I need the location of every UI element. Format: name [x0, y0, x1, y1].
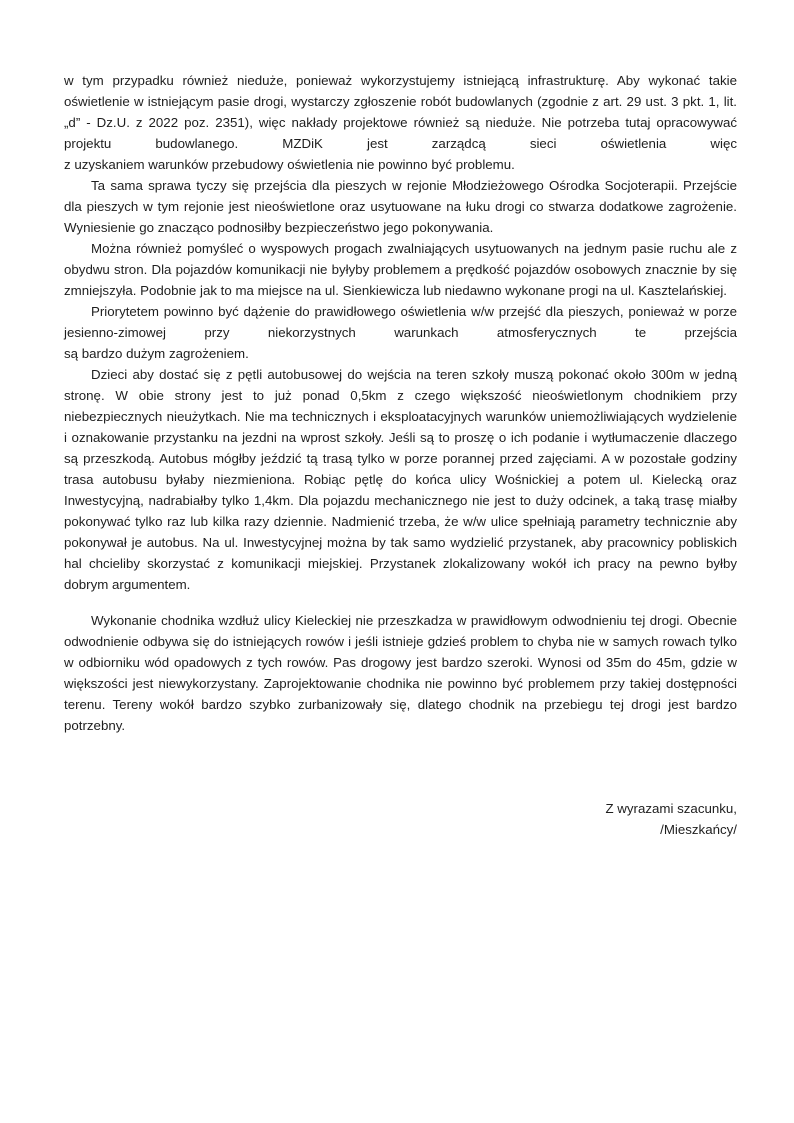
paragraph-sidewalk-drainage: Wykonanie chodnika wzdłuż ulicy Kieleckiej nie przeszkadza w prawidłowym odwodnieniu tej drogi. Obecnie odwodnienie odbywa się do istniejących rowów i jeśli istnieje gdzieś problem to chyba nie w samych rowach tylko w odbiorniku wód opadowych z tych rowów. Pas drogowy jest bardzo szeroki. Wynosi od 35m do 45m, gdzie w większości jest niewykorzystany. Zaprojektowanie chodnika nie powinno być problemem przy takiej dostępności terenu. Tereny wokół bardzo szybko zurbanizowały się, dlatego chodnik na przebiegu tej drogi jest bardzo potrzebny. [64, 613, 737, 733]
paragraph-lighting-costs-lastline: z uzyskaniem warunków przebudowy oświetlenia nie powinno być problemu. [64, 157, 515, 172]
paragraph-lighting-priority-text: Priorytetem powinno być dążenie do prawidłowego oświetlenia w/w przejść dla pieszych, ponieważ w porze jesienno-zimowej przy niekorzystnych warunkach atmosferycznych te przejścia [64, 304, 737, 340]
paragraph-speed-bumps: Można również pomyśleć o wyspowych progach zwalniających usytuowanych na jednym pasie ruchu ale z obydwu stron. Dla pojazdów komunikacji nie byłyby problemem a prędkość pojazdów osobowych znacznie by się zmniejszyła. Podobnie jak to ma miejsce na ul. Sienkiewicza lub niedawno wykonane progi na ul. Kasztelańskiej. [64, 241, 737, 298]
paragraph-lighting-costs-text: w tym przypadku również nieduże, ponieważ wykorzystujemy istniejącą infrastrukturę. Aby wykonać takie oświetlenie w istniejącym pasie drogi, wystarczy zgłoszenie robót budowlanych (zgodnie z art. 29 ust. 3 pkt. 1, lit. „d” - Dz.U. z 2022 poz. 2351), więc nakłady projektowe również są nieduże. Nie potrzeba tutaj opracowywać projektu budowlanego. MZDiK jest zarządcą sieci oświetlenia więc [64, 73, 737, 151]
closing-signature: /Mieszkańcy/ [660, 822, 737, 837]
paragraph-lighting-priority-lastline: są bardzo dużym zagrożeniem. [64, 346, 249, 361]
closing-block [64, 798, 737, 840]
paragraph-lighting-priority [64, 301, 737, 364]
closing-salutation: Z wyrazami szacunku, [605, 801, 737, 816]
paragraph-bus-route: Dzieci aby dostać się z pętli autobusowej do wejścia na teren szkoły muszą pokonać około 300m w jedną stronę. W obie strony jest to już ponad 0,5km z czego większość nieoświetlonym chodnikiem przy niebezpiecznych nieużytkach. Nie ma technicznych i eksploatacyjnych warunków uniemożliwiających wydzielenie i oznakowanie przystanku na jezdni na wprost szkoły. Jeśli są to proszę o ich podanie i wytłumaczenie dlaczego są przeszkodą. Autobus mógłby jeździć tą trasą tylko w porze porannej przed zajęciami. A w pozostałe godziny trasa autobusu byłaby niezmieniona. Robiąc pętlę do końca ulicy Wośnickiej a potem ul. Kielecką oraz Inwestycyjną, nadrabiałby tylko 1,4km. Dla pojazdu mechanicznego nie jest to duży odcinek, a taką trasę miałby pokonywać tylko raz lub kilka razy dziennie. Nadmienić trzeba, że w/w ulice spełniają parametry technicznie aby pokonywał je autobus. Na ul. Inwestycyjnej można by tak samo wydzielić przystanek, aby pracownicy pobliskich hal chcieliby skorzystać z komunikacji miejskiej. Przystanek zlokalizowany wokół ich pracy na pewno byłby dobrym argumentem. [64, 367, 737, 592]
paragraph-lighting-costs [64, 70, 737, 175]
paragraph-pedestrian-crossing: Ta sama sprawa tyczy się przejścia dla pieszych w rejonie Młodzieżowego Ośrodka Socjoterapii. Przejście dla pieszych w tym rejonie jest nieoświetlone oraz usytuowane na łuku drogi co stwarza dodatkowe zagrożenie. Wyniesienie go znacząco podnosiłby bezpieczeństwo jego pokonywania. [64, 178, 737, 235]
